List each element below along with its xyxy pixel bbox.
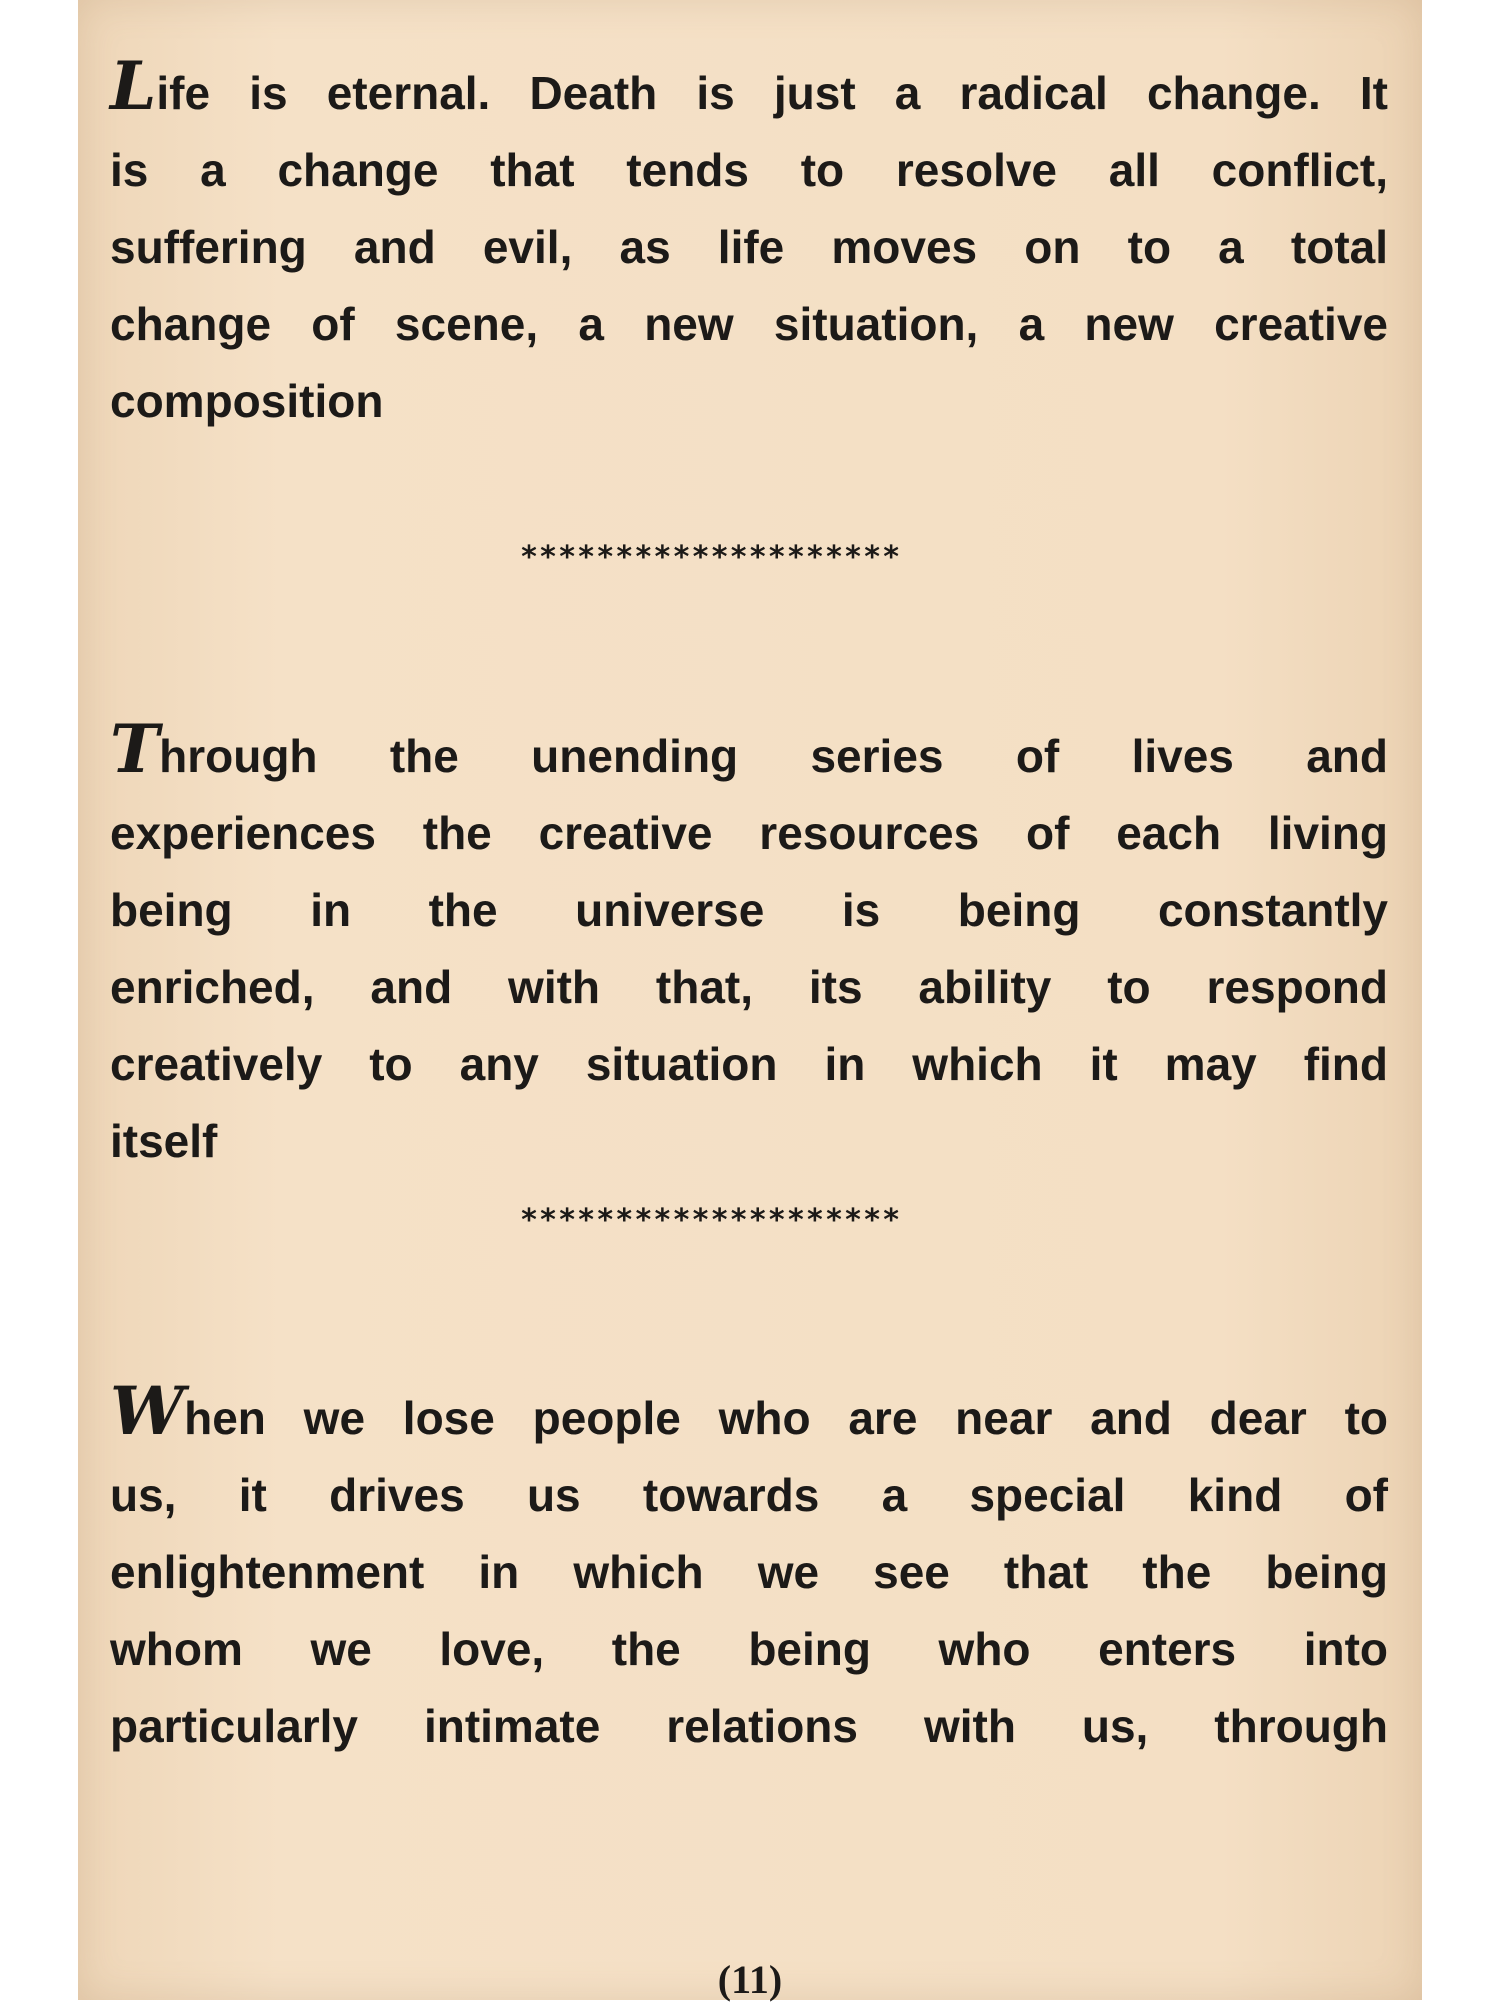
paragraph-line: experiences the creative resources of each living (110, 807, 1388, 859)
paragraph-line: When we lose people who are near and dear to (110, 1372, 1388, 1450)
paragraph-line: change of scene, a new situation, a new creative (110, 298, 1388, 350)
paragraph-line: composition (110, 375, 384, 427)
section-separator: ******************** (520, 1203, 902, 1238)
paragraph-line: particularly intimate relations with us, through (110, 1700, 1388, 1752)
dropcap: L (110, 47, 157, 125)
dropcap: W (110, 1372, 185, 1450)
paragraph-line: being in the universe is being constantly (110, 884, 1388, 936)
dropcap: T (110, 710, 160, 788)
paragraph-line: is a change that tends to resolve all conflict, (110, 144, 1388, 196)
paragraph-line: Through the unending series of lives and (110, 710, 1388, 788)
paragraph-line: suffering and evil, as life moves on to a total (110, 221, 1388, 273)
paragraph-line: itself (110, 1115, 218, 1167)
paragraph-line: enriched, and with that, its ability to respond (110, 961, 1388, 1013)
paragraph-line: whom we love, the being who enters into (110, 1623, 1388, 1675)
paragraph-line: us, it drives us towards a special kind of (110, 1469, 1388, 1521)
paragraph-line: enlightenment in which we see that the being (110, 1546, 1388, 1598)
paragraph-line: Life is eternal. Death is just a radical change. It (110, 47, 1388, 125)
paragraph-1 (110, 47, 1388, 440)
section-separator: ******************** (520, 540, 902, 575)
paragraph-3 (110, 1372, 1388, 1765)
paragraph-line: creatively to any situation in which it may find (110, 1038, 1388, 1090)
page-number: (11) (717, 1957, 783, 2002)
paragraph-2 (110, 710, 1388, 1180)
